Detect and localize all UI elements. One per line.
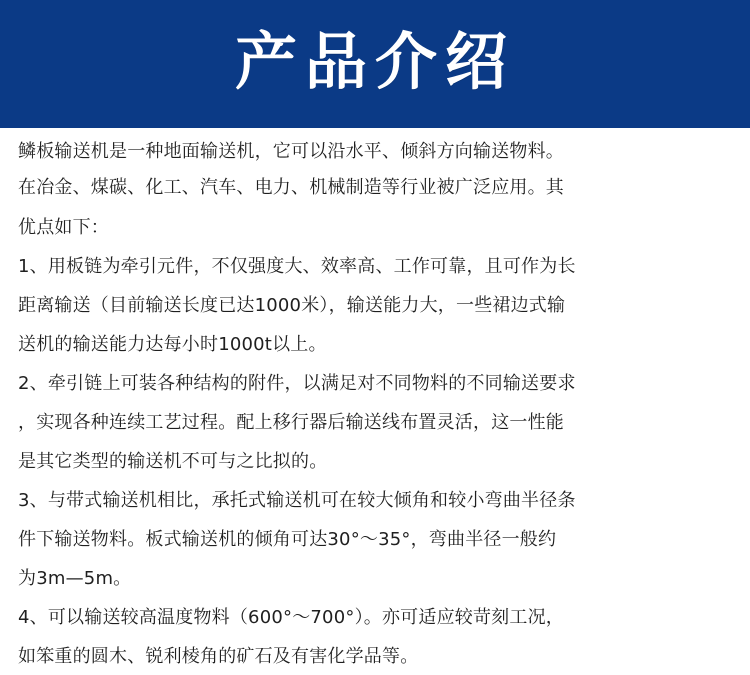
description-line-8: ，实现各种连续工艺过程。配上移行器后输送线布置灵活，这一性能	[18, 412, 564, 433]
description-line-13: 4、可以输送较高温度物料（600°～700°）。亦可适应较苛刻工况，	[18, 607, 564, 628]
description-line-10: 3、与带式输送机相比，承托式输送机可在较大倾角和较小弯曲半径条	[18, 490, 576, 511]
description-line-2: 在冶金、煤碳、化工、汽车、电力、机械制造等行业被广泛应用。其	[18, 177, 564, 198]
description-line-3: 优点如下：	[18, 217, 109, 238]
description-line-14: 如笨重的圆木、锐利棱角的矿石及有害化学品等。	[18, 646, 419, 667]
description-line-1: 鳞板输送机是一种地面输送机，它可以沿水平、倾斜方向输送物料。	[18, 141, 564, 162]
description-line-4: 1、用板链为牵引元件，不仅强度大、效率高、工作可靠，且可作为长	[18, 256, 576, 277]
page-header	[0, 0, 750, 128]
description-line-7: 2、牵引链上可装各种结构的附件，以满足对不同物料的不同输送要求	[18, 373, 576, 394]
description-line-5: 距离输送（目前输送长度已达1000米），输送能力大，一些裙边式输	[18, 295, 566, 316]
description-line-6: 送机的输送能力达每小时1000t以上。	[18, 334, 327, 355]
description-line-11: 件下输送物料。板式输送机的倾角可达30°～35°，弯曲半径一般约	[18, 529, 557, 550]
product-description	[18, 128, 732, 673]
description-line-9: 是其它类型的输送机不可与之比拟的。	[18, 451, 328, 472]
page-title: 产品介绍	[234, 25, 515, 98]
description-line-12: 为3m—5m。	[18, 568, 132, 589]
